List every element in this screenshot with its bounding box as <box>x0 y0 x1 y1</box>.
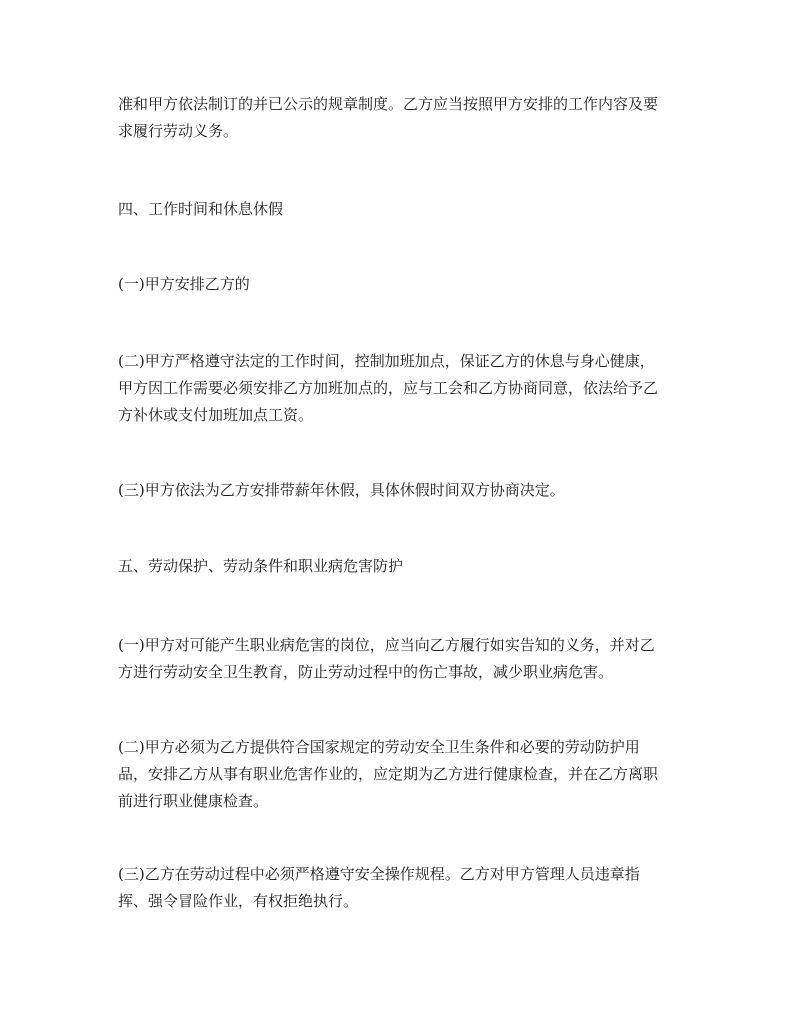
paragraph-labor-protection-1 <box>118 632 688 686</box>
text-line: (一)甲方对可能产生职业病危害的岗位，应当向乙方履行如实告知的义务，并对乙 <box>118 636 655 654</box>
text-line: (一)甲方安排乙方的 <box>118 275 250 293</box>
text-line: 品，安排乙方从事有职业危害作业的，应定期为乙方进行健康检查，并在乙方离职 <box>118 765 659 783</box>
text-line: 方进行劳动安全卫生教育，防止劳动过程中的伤亡事故，减少职业病危害。 <box>118 663 614 681</box>
section-heading-labor-protection <box>118 553 688 580</box>
paragraph-rules-compliance <box>118 91 688 145</box>
text-line: 挥、强令冒险作业，有权拒绝执行。 <box>118 892 359 910</box>
text-line: (三)甲方依法为乙方安排带薪年休假，具体休假时间双方协商决定。 <box>118 481 565 499</box>
section-heading-text: 五、劳动保护、劳动条件和职业病危害防护 <box>118 557 404 575</box>
paragraph-labor-protection-2 <box>118 734 688 815</box>
section-heading-work-hours <box>118 196 688 223</box>
text-line: (二)甲方严格遵守法定的工作时间，控制加班加点，保证乙方的休息与身心健康， <box>118 352 655 370</box>
text-line: (三)乙方在劳动过程中必须严格遵守安全操作规程。乙方对甲方管理人员违章指 <box>118 865 640 883</box>
paragraph-work-hours-1 <box>118 271 688 298</box>
paragraph-labor-protection-3 <box>118 861 688 915</box>
text-line: 前进行职业健康检查。 <box>118 792 269 810</box>
section-heading-text: 四、工作时间和休息休假 <box>118 200 284 218</box>
text-line: 甲方因工作需要必须安排乙方加班加点的，应与工会和乙方协商同意，依法给予乙 <box>118 379 659 397</box>
paragraph-work-hours-3 <box>118 477 688 504</box>
text-line: (二)甲方必须为乙方提供符合国家规定的劳动安全卫生条件和必要的劳动防护用 <box>118 738 640 756</box>
text-line: 求履行劳动义务。 <box>118 122 239 140</box>
paragraph-work-hours-2 <box>118 348 688 429</box>
text-line: 准和甲方依法制订的并已公示的规章制度。乙方应当按照甲方安排的工作内容及要 <box>118 95 659 113</box>
text-line: 方补休或支付加班加点工资。 <box>118 406 314 424</box>
